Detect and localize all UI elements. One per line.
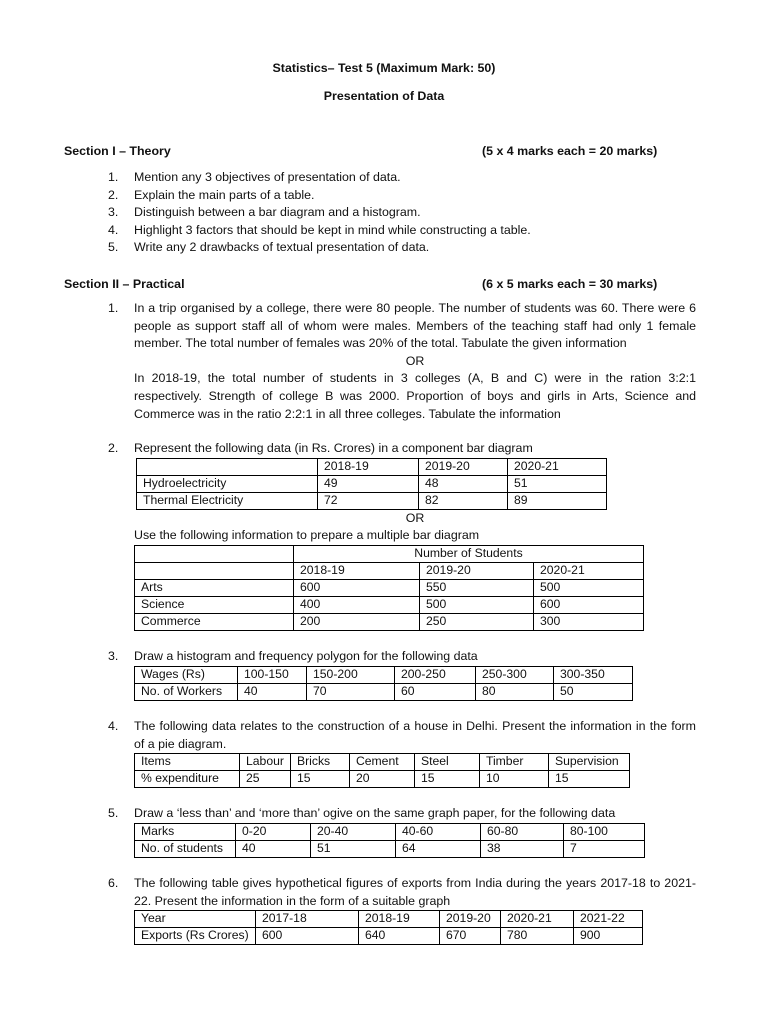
list-item: 2. Explain the main parts of a table. — [108, 187, 315, 202]
section-1-title: Section I – Theory — [64, 144, 171, 158]
table-row: 2018-19 2019-20 2020-21 — [137, 458, 607, 475]
theory-question-list — [108, 169, 688, 257]
table-row: Marks 0-20 20-40 40-60 60-80 80-100 — [135, 823, 645, 840]
table-row: Commerce 200 250 300 — [135, 613, 644, 630]
practical-question-3: 3. Draw a histogram and frequency polygon for the following data Wages (Rs) 100-150 150-200 200-250 250-300 300-350 No. of Workers 40 70 60 80 50 — [108, 648, 696, 701]
list-item: 5. Write any 2 drawbacks of textual presentation of data. — [108, 240, 430, 255]
table-row: Science 400 500 600 — [135, 596, 644, 613]
section-2-heading — [64, 276, 658, 294]
table-row: Exports (Rs Crores) 600 640 670 780 900 — [135, 928, 643, 945]
practical-question-5: 5. Draw a ‘less than’ and ‘more than’ ogive on the same graph paper, for the following data Marks 0-20 20-40 40-60 60-80 80-100 No. of students 40 51 64 38 7 — [108, 805, 696, 858]
section-1-heading — [64, 143, 658, 161]
practical-question-2: 2. Represent the following data (in Rs. Crores) in a component bar diagram 2018-19 2019-20 2020-21 Hydroelectricity 49 48 51 Thermal Electricity 72 82 89 OR Use the following information to prepare a multiple bar diagram Number of Students 2018-19 2019-20 2020-21 Arts 600 550 500 Science 400 500 600 Commerce 200 250 300 — [108, 440, 696, 631]
table-row: Year 2017-18 2018-19 2019-20 2020-21 2021-22 — [135, 911, 643, 928]
table-row: Arts 600 550 500 — [135, 579, 644, 596]
table-row: Thermal Electricity 72 82 89 — [137, 492, 607, 509]
question-text: The following table gives hypothetical figures of exports from India during the years 2017-18 to 2021-22. Present the information in the form of a suitable graph — [134, 876, 696, 908]
wages-table — [134, 666, 633, 701]
table-row: 2018-19 2019-20 2020-21 — [135, 562, 644, 579]
section-1-marks: (5 x 4 marks each = 20 marks) — [482, 144, 658, 158]
page-title: Statistics– Test 5 (Maximum Mark: 50) — [272, 61, 496, 75]
question-text: The following data relates to the construction of a house in Delhi. Present the information in the form of a pie diagram. — [134, 719, 696, 751]
table-row: Items Labour Bricks Cement Steel Timber Supervision — [135, 754, 630, 771]
question-text: Draw a ‘less than’ and ‘more than’ ogive on the same graph paper, for the following data — [134, 806, 616, 820]
question-text: Represent the following data (in Rs. Crores) in a component bar diagram — [134, 441, 533, 455]
practical-question-4: 4. The following data relates to the construction of a house in Delhi. Present the information in the form of a pie diagram. Items Labour Bricks Cement Steel Timber Supervision % expenditure 25 15 20 15 10 15 — [108, 718, 696, 788]
page-subtitle: Presentation of Data — [323, 89, 445, 103]
or-separator: OR — [405, 510, 425, 525]
question-text: In 2018-19, the total number of students in 3 colleges (A, B and C) were in the ration 3:2:1 respectively. Strength of college B was 2000. Proportion of boys and girls in Arts, Science and Commerce was in the ratio 2:2:1 in all three colleges. Tabulate the information — [134, 371, 696, 421]
table-row: Number of Students — [135, 545, 644, 562]
or-separator: OR — [405, 353, 425, 368]
question-text: Draw a histogram and frequency polygon for the following data — [134, 649, 478, 663]
expenditure-table — [134, 753, 630, 788]
electricity-table — [136, 458, 607, 510]
table-row: % expenditure 25 15 20 15 10 15 — [135, 771, 630, 788]
students-table — [134, 545, 644, 631]
list-item: 1. Mention any 3 objectives of presentation of data. — [108, 170, 401, 184]
table-row: Hydroelectricity 49 48 51 — [137, 475, 607, 492]
marks-table — [134, 823, 645, 858]
question-text: In a trip organised by a college, there were 80 people. The number of students was 60. There were 6 people as support staff all of whom were males. Members of the teaching staff had only 1 female member. The total number of females was 20% of the total. Tabulate the given information — [134, 301, 696, 351]
section-2-title: Section II – Practical — [64, 277, 185, 291]
section-2-marks: (6 x 5 marks each = 30 marks) — [482, 277, 658, 291]
practical-question-6: 6. The following table gives hypothetical figures of exports from India during the years 2017-18 to 2021-22. Present the information in the form of a suitable graph Year 2017-18 2018-19 2019-20 2020-21 2021-22 Exports (Rs Crores) 600 640 670 780 900 — [108, 875, 696, 945]
table-row: No. of students 40 51 64 38 7 — [135, 840, 645, 857]
exports-table — [134, 910, 643, 945]
list-item: 4. Highlight 3 factors that should be kept in mind while constructing a table. — [108, 222, 531, 237]
question-text: Use the following information to prepare a multiple bar diagram — [134, 528, 480, 543]
practical-question-1: 1. In a trip organised by a college, there were 80 people. The number of students was 60. There were 6 people as support staff all of whom were males. Members of the teaching staff had only 1 female member. The total number of females was 20% of the total. Tabulate the given information OR In 2018-19, the total number of students in 3 colleges (A, B and C) were in the ration 3:2:1 respectively. Strength of college B was 2000. Proportion of boys and girls in Arts, Science and Commerce was in the ratio 2:2:1 in all three colleges. Tabulate the information — [108, 300, 696, 423]
list-item: 3. Distinguish between a bar diagram and a histogram. — [108, 205, 421, 220]
table-row: Wages (Rs) 100-150 150-200 200-250 250-300 300-350 — [135, 666, 633, 683]
table-row: No. of Workers 40 70 60 80 50 — [135, 683, 633, 700]
